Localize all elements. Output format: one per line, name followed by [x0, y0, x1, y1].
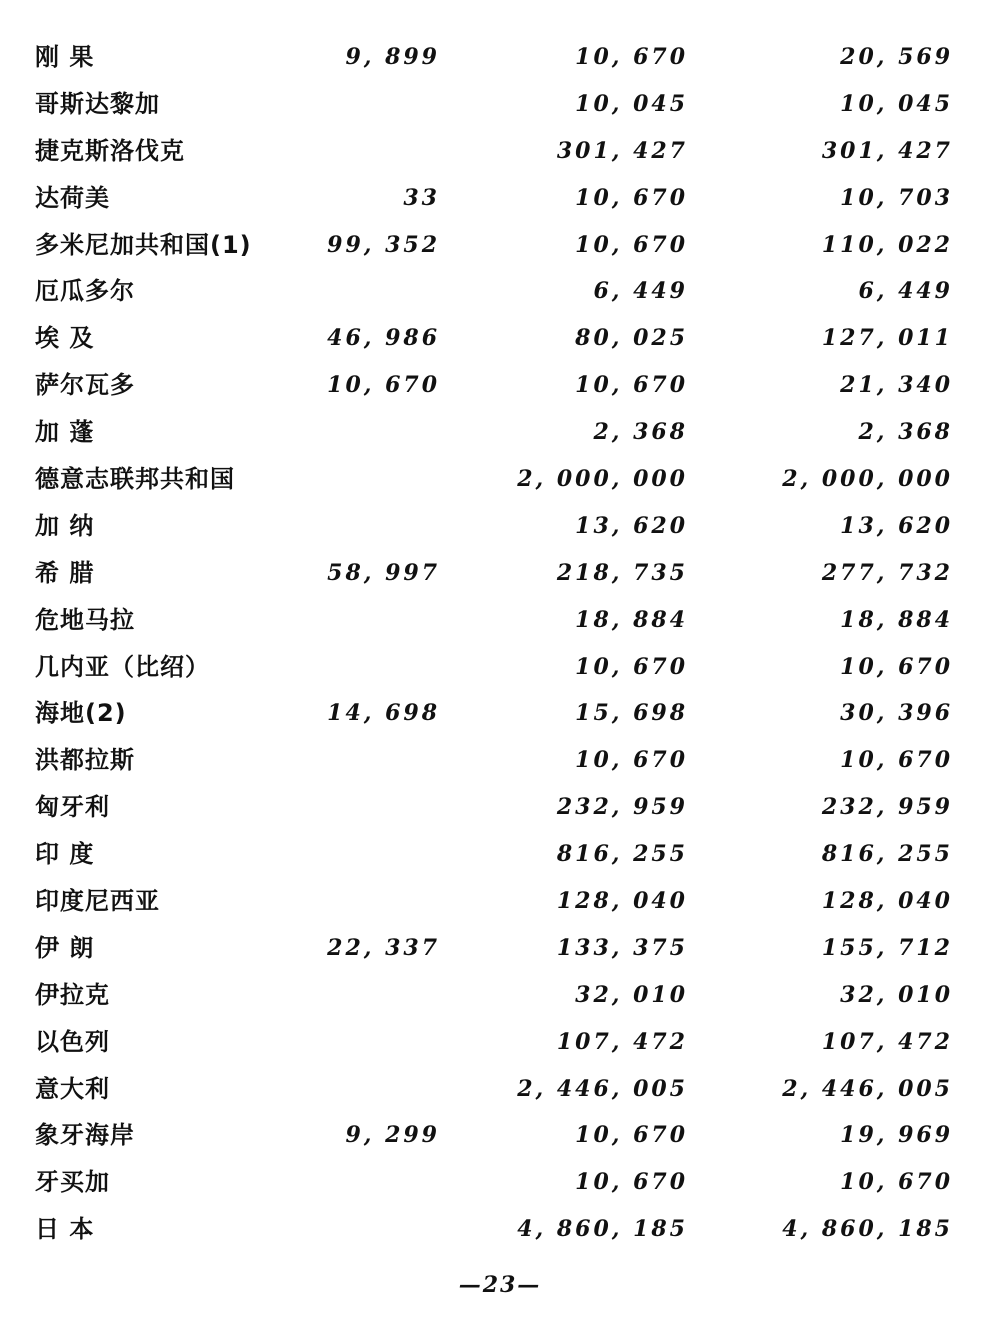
amount-total: 13, 620 — [840, 512, 953, 539]
amount-column-2: 10, 670 — [575, 653, 688, 680]
country-name: 危地马拉 — [35, 605, 135, 634]
table-row — [0, 1066, 1000, 1113]
amount-column-2: 2, 000, 000 — [517, 466, 688, 493]
amount-total: 301, 427 — [821, 137, 953, 164]
country-name: 达荷美 — [35, 183, 110, 212]
table-row — [0, 597, 1000, 644]
table-row — [0, 550, 1000, 597]
table-row — [0, 175, 1000, 222]
amount-total: 10, 045 — [840, 90, 953, 117]
amount-column-1: 9, 899 — [345, 44, 440, 70]
amount-column-2: 218, 735 — [556, 559, 688, 586]
amount-column-2: 2, 446, 005 — [517, 1075, 688, 1102]
amount-total: 6, 449 — [858, 278, 953, 305]
amount-total: 2, 368 — [858, 419, 953, 446]
amount-column-2: 6, 449 — [593, 278, 688, 305]
amount-total: 21, 340 — [840, 372, 953, 399]
amount-column-2: 10, 670 — [575, 1122, 688, 1149]
country-name: 伊拉克 — [35, 980, 110, 1009]
amount-column-2: 4, 860, 185 — [517, 1216, 688, 1243]
country-name: 牙买加 — [35, 1168, 110, 1197]
contribution-table — [0, 34, 1000, 1253]
amount-column-2: 816, 255 — [556, 841, 688, 868]
amount-column-2: 10, 670 — [575, 747, 688, 774]
country-name: 加 纳 — [35, 511, 95, 540]
amount-column-2: 107, 472 — [556, 1028, 688, 1055]
table-row — [0, 81, 1000, 128]
table-row — [0, 972, 1000, 1019]
table-row — [0, 503, 1000, 550]
table-row — [0, 128, 1000, 175]
amount-total: 232, 959 — [821, 794, 953, 821]
amount-column-2: 13, 620 — [575, 512, 688, 539]
country-name: 刚 果 — [35, 43, 95, 71]
table-row — [0, 737, 1000, 784]
amount-column-1: 33 — [403, 184, 440, 211]
amount-column-2: 301, 427 — [556, 137, 688, 164]
amount-column-1: 9, 299 — [345, 1122, 440, 1149]
amount-column-2: 80, 025 — [575, 325, 688, 352]
table-row — [0, 644, 1000, 691]
page-number: —23— — [458, 1272, 542, 1298]
amount-column-2: 18, 884 — [575, 606, 688, 633]
amount-column-2: 10, 670 — [575, 231, 688, 258]
table-row — [0, 222, 1000, 269]
amount-total: 20, 569 — [840, 44, 953, 70]
amount-total: 816, 255 — [821, 841, 953, 868]
country-name: 几内亚（比绍） — [35, 652, 210, 681]
amount-total: 2, 446, 005 — [782, 1075, 953, 1102]
amount-total: 10, 670 — [840, 1169, 953, 1196]
table-row — [0, 784, 1000, 831]
country-name: 印度尼西亚 — [35, 887, 160, 916]
amount-total: 30, 396 — [840, 700, 953, 727]
country-name: 意大利 — [35, 1074, 110, 1103]
amount-total: 107, 472 — [821, 1028, 953, 1055]
amount-column-1: 22, 337 — [327, 934, 440, 961]
table-row — [0, 831, 1000, 878]
table-row — [0, 315, 1000, 362]
amount-total: 155, 712 — [821, 934, 953, 961]
amount-total: 127, 011 — [821, 325, 953, 352]
amount-column-1: 46, 986 — [327, 325, 440, 352]
country-name: 匈牙利 — [35, 793, 110, 822]
table-row — [0, 1206, 1000, 1253]
amount-column-1: 58, 997 — [327, 559, 440, 586]
country-name: 萨尔瓦多 — [35, 371, 135, 400]
amount-column-2: 15, 698 — [575, 700, 688, 727]
country-name: 以色列 — [35, 1027, 110, 1056]
table-row — [0, 925, 1000, 972]
amount-column-2: 10, 670 — [575, 1169, 688, 1196]
table-row — [0, 268, 1000, 315]
amount-total: 128, 040 — [821, 888, 953, 915]
country-name: 伊 朗 — [35, 933, 95, 962]
country-name: 加 蓬 — [35, 418, 95, 447]
amount-column-2: 10, 670 — [575, 44, 688, 70]
country-name: 海地(2) — [35, 699, 127, 728]
amount-column-1: 99, 352 — [327, 231, 440, 258]
amount-total: 10, 703 — [840, 184, 953, 211]
table-row — [0, 362, 1000, 409]
amount-total: 2, 000, 000 — [782, 466, 953, 493]
table-row — [0, 1112, 1000, 1159]
country-name: 哥斯达黎加 — [35, 89, 160, 118]
table-row — [0, 1159, 1000, 1206]
table-row — [0, 1019, 1000, 1066]
amount-column-2: 32, 010 — [575, 981, 688, 1008]
amount-column-2: 10, 670 — [575, 372, 688, 399]
country-name: 德意志联邦共和国 — [35, 465, 235, 494]
amount-total: 19, 969 — [840, 1122, 953, 1149]
amount-column-2: 128, 040 — [556, 888, 688, 915]
country-name: 希 腊 — [35, 558, 95, 587]
country-name: 捷克斯洛伐克 — [35, 136, 185, 165]
country-name: 日 本 — [35, 1215, 95, 1244]
table-row — [0, 878, 1000, 925]
amount-total: 32, 010 — [840, 981, 953, 1008]
table-row — [0, 690, 1000, 737]
country-name: 埃 及 — [35, 324, 95, 353]
amount-column-2: 10, 670 — [575, 184, 688, 211]
amount-total: 277, 732 — [821, 559, 953, 586]
amount-total: 10, 670 — [840, 653, 953, 680]
amount-column-2: 2, 368 — [593, 419, 688, 446]
country-name: 洪都拉斯 — [35, 746, 135, 775]
amount-column-1: 14, 698 — [327, 700, 440, 727]
amount-column-2: 232, 959 — [556, 794, 688, 821]
table-row — [0, 409, 1000, 456]
table-row — [0, 456, 1000, 503]
amount-total: 18, 884 — [840, 606, 953, 633]
amount-total: 10, 670 — [840, 747, 953, 774]
country-name: 印 度 — [35, 840, 95, 869]
country-name: 厄瓜多尔 — [35, 277, 135, 306]
country-name: 多米尼加共和国(1) — [35, 230, 252, 259]
amount-column-1: 10, 670 — [327, 372, 440, 399]
country-name: 象牙海岸 — [35, 1121, 135, 1150]
amount-total: 4, 860, 185 — [782, 1216, 953, 1243]
table-row — [0, 34, 1000, 81]
amount-total: 110, 022 — [821, 231, 953, 258]
amount-column-2: 10, 045 — [575, 90, 688, 117]
amount-column-2: 133, 375 — [556, 934, 688, 961]
